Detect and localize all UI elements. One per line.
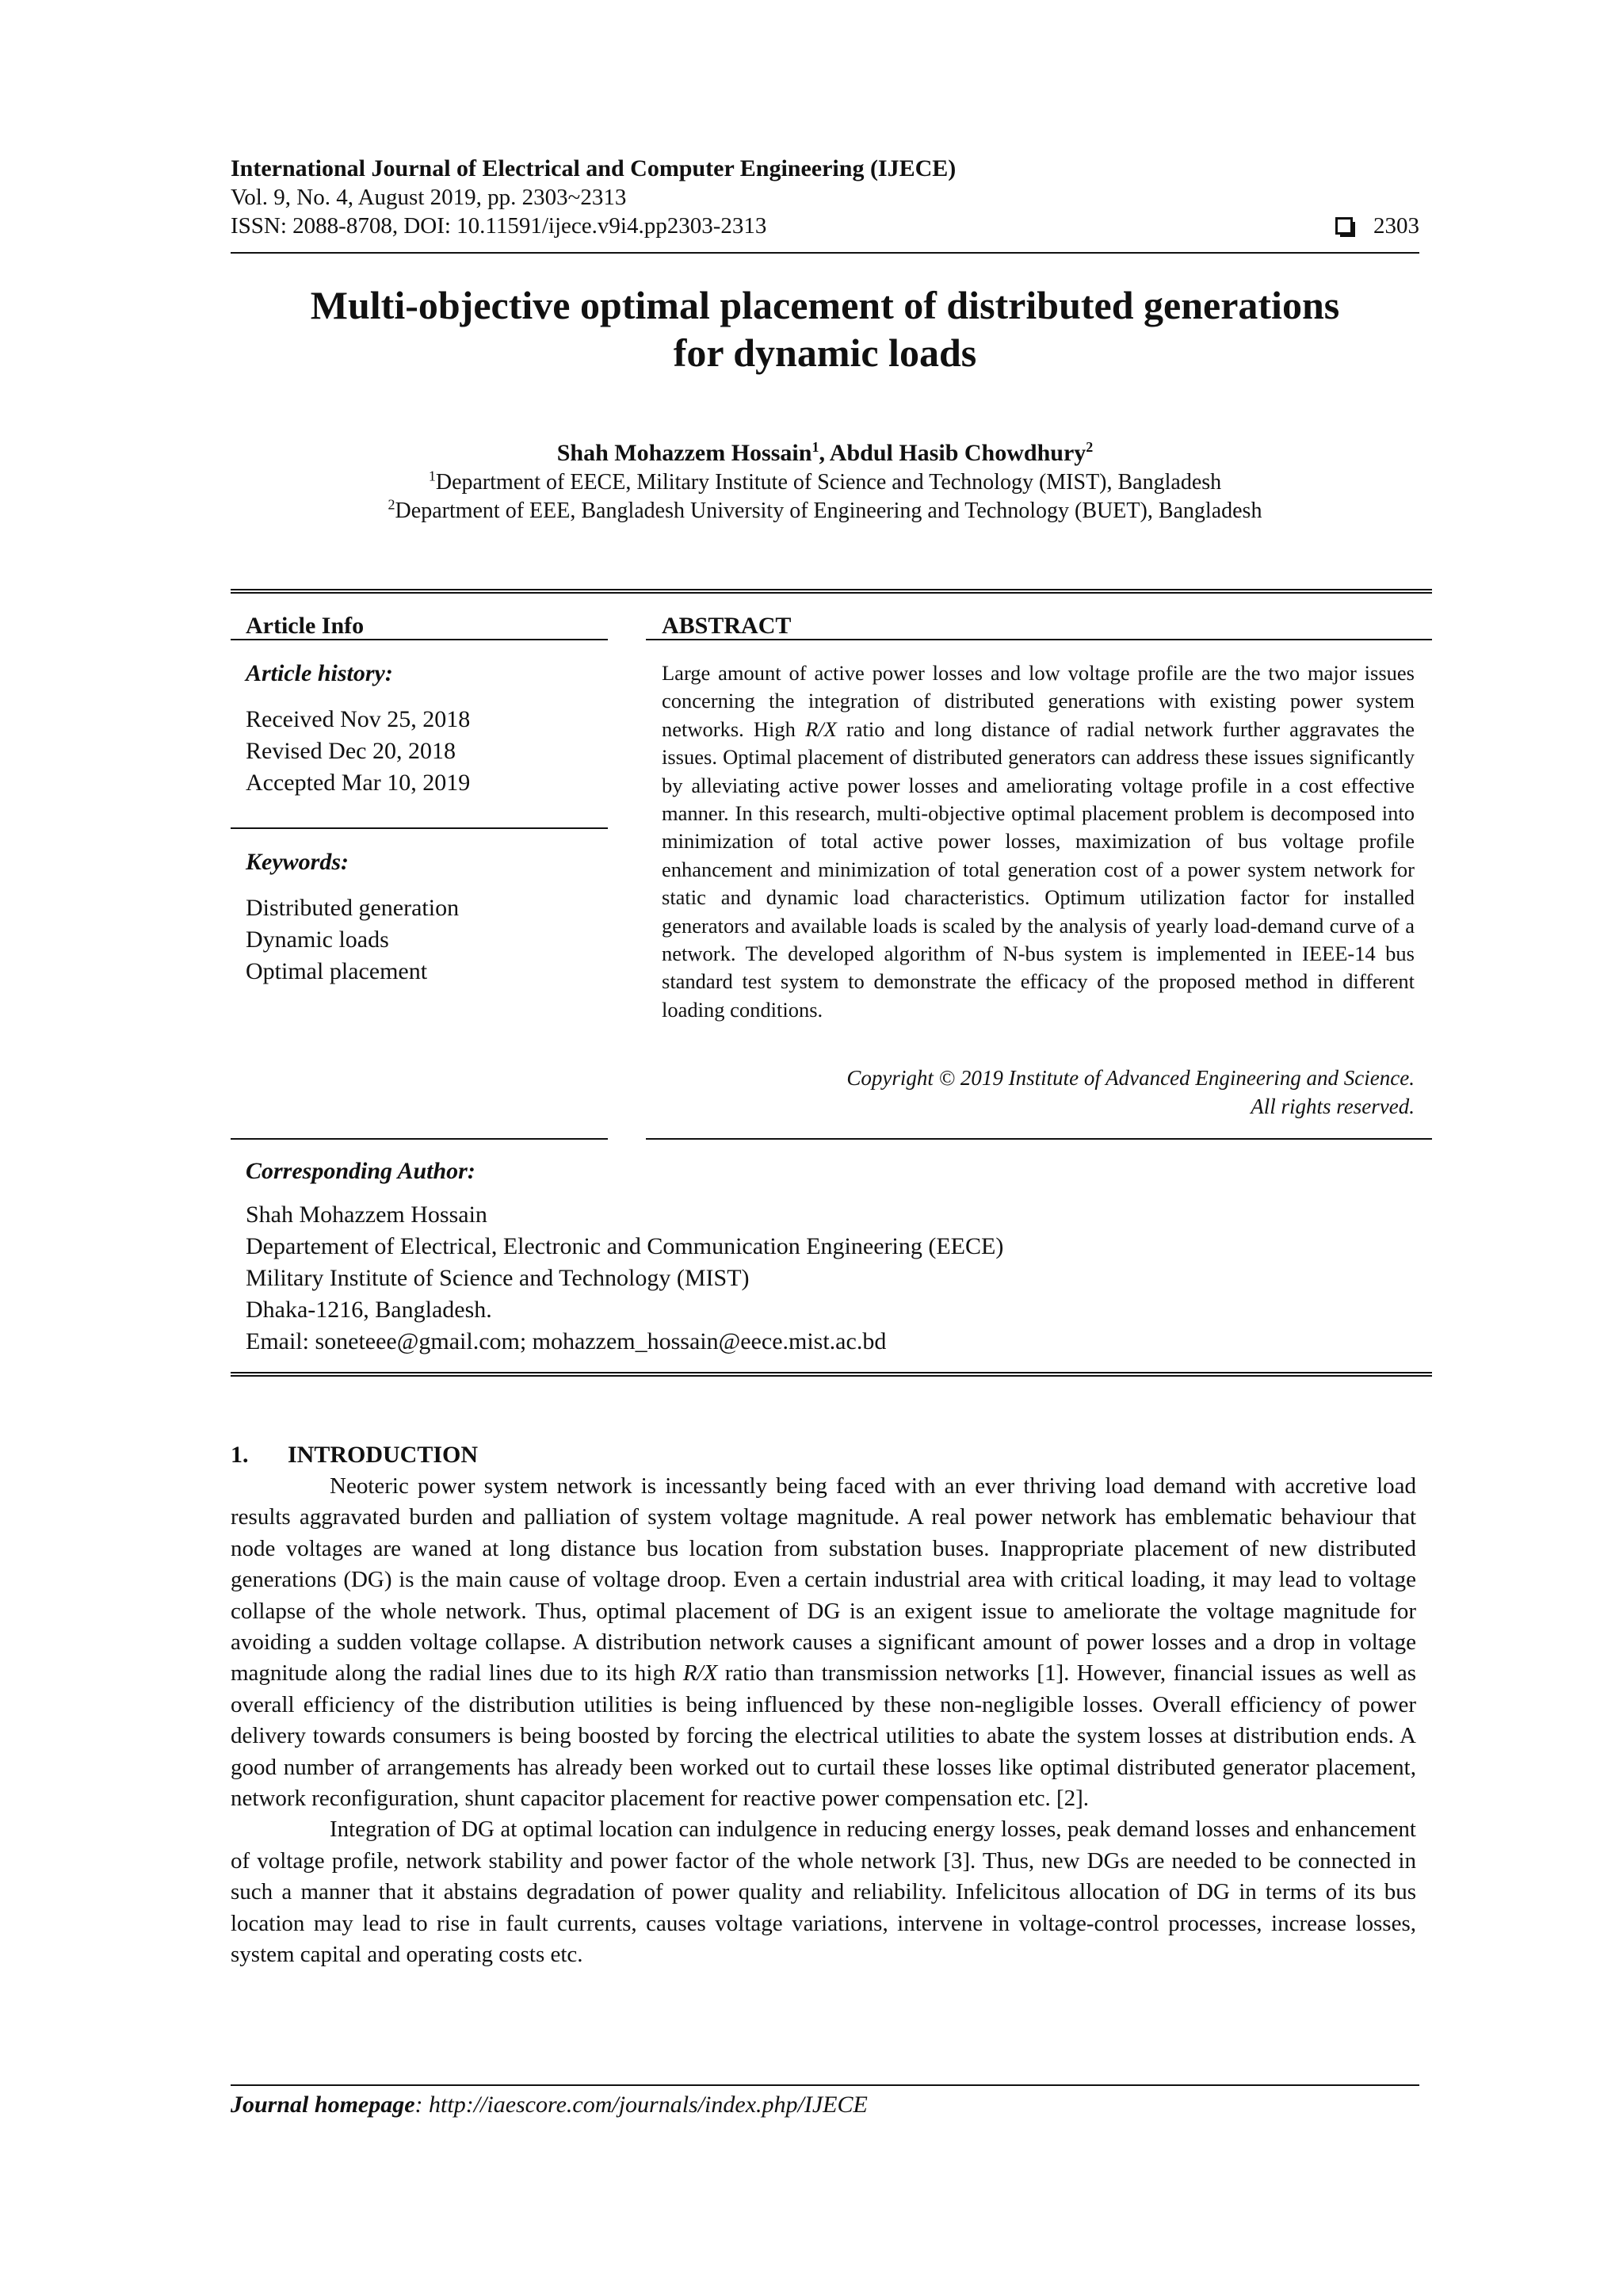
affiliation-1-mark: 1 — [428, 468, 436, 484]
abstract-rx-ratio: R/X — [805, 716, 837, 741]
header-divider — [231, 252, 1419, 254]
homepage-label: Journal homepage — [231, 2092, 415, 2118]
accepted-date: Accepted Mar 10, 2019 — [246, 770, 471, 796]
author-2: Abdul Hasib Chowdhury — [829, 440, 1086, 466]
corresponding-dept: Departement of Electrical, Electronic and Communication Engineering (EECE) — [246, 1233, 1004, 1259]
abstract-text-part: Large amount of active power losses and low voltage profile are the two major issues concerning the integration of distributed generations with existing power system networks. High — [662, 661, 1415, 741]
abstract-heading: ABSTRACT — [662, 613, 792, 639]
homepage-colon: : — [414, 2092, 423, 2118]
corresponding-name: Shah Mohazzem Hossain — [246, 1201, 487, 1228]
keyword-item: Distributed generation — [246, 895, 460, 921]
page-number-group — [1335, 212, 1419, 240]
volume-info: Vol. 9, No. 4, August 2019, pp. 2303~2313 — [231, 185, 627, 210]
corresponding-label: Corresponding Author: — [246, 1158, 475, 1184]
paragraph-text: Neoteric power system network is incessantly being faced with an ever thriving load demand with accretive load results aggravated burden and palliation of system voltage magnitude. A real power network has emblematic behaviour that node voltages are waned at long distance bus location from substation buses. Inappropriate placement of new distributed generations (DG) is the main cause of voltage droop. Even a certain industrial area with critical loading, it may lead to voltage collapse of the whole network. Thus, optimal placement of DG is an exigent issue to ameliorate the voltage magnitude for avoiding a sudden voltage collapse. A distribution network causes a significant amount of power losses and a drop in voltage magnitude along the radial lines due to its high — [231, 1473, 1416, 1687]
abstract-text-part: ratio and long distance of radial network further aggravates the issues. Optimal placement of distributed generators can address these issues significantly by alleviating active power losses and ameliorating voltage profile in a cost effective manner. In this research, multi-objective optimal placement problem is decomposed into minimization of total active power losses, maximization of bus voltage profile enhancement and minimization of total generation cost of a power system network for static and dynamic load characteristics. Optimum utilization factor for installed generators and available loads is scaled by the analysis of yearly load-demand curve of a network. The developed algorithm of N-bus system is implemented in IEEE-14 bus standard test system to demonstrate the efficacy of the proposed method in different loading conditions. — [662, 716, 1415, 1022]
keyword-list — [246, 892, 459, 988]
article-info-heading: Article Info — [246, 613, 365, 639]
title-line-1: Multi-objective optimal placement of distributed generations — [310, 283, 1340, 327]
issn-row — [231, 212, 1419, 240]
keyword-item: Optimal placement — [246, 958, 428, 984]
received-date: Received Nov 25, 2018 — [246, 706, 471, 732]
paragraph-text: ratio than transmission networks [1]. However, financial issues as well as overall efficiency of the distribution utilities is being influenced by these non-negligible losses. Overall efficiency of power delivery towards consumers is being boosted by forcing the electrical utilities to abate the system losses at distribution ends. A good number of arrangements has already been worked out to curtail these losses like optimal distributed generator placement, network reconfiguration, shunt capacitor placement for reactive power compensation etc. [2]. — [231, 1660, 1416, 1812]
paragraph: Integration of DG at optimal location can indulgence in reducing energy losses, peak demand losses and enhancement of voltage profile, network stability and power factor of the whole network [3]. Thus, new DGs are needed to be connected in such a manner that it abstains degradation of power quality and reliability. Infelicitous allocation of DG in terms of its bus location may lead to rise in fault currents, causes voltage variations, intervene in voltage-control processes, increase losses, system capital and operating costs etc. — [231, 1817, 1416, 1968]
copyright-line-2: All rights reserved. — [1251, 1095, 1415, 1118]
issn-doi: ISSN: 2088-8708, DOI: 10.11591/ijece.v9i4.pp2303-2313 — [231, 213, 767, 239]
article-info-bottom-rule — [231, 1138, 608, 1140]
corresponding-city: Dhaka-1216, Bangladesh. — [246, 1297, 492, 1323]
info-block-top-rule — [231, 589, 1432, 594]
corresponding-email: Email: soneteee@gmail.com; mohazzem_hossain@eece.mist.ac.bd — [246, 1328, 887, 1354]
affiliation-1 — [231, 469, 1419, 496]
title-line-2: for dynamic loads — [673, 330, 977, 375]
keyword-item: Dynamic loads — [246, 926, 389, 953]
author-1: Shah Mohazzem Hossain — [556, 440, 812, 466]
square-shadow-icon — [1335, 217, 1353, 235]
article-info-rule — [231, 639, 608, 640]
affiliation-1-text: Department of EECE, Military Institute of Science and Technology (MIST), Bangladesh — [435, 470, 1222, 495]
footer-divider — [231, 2084, 1419, 2086]
paragraph — [231, 1471, 1416, 1814]
page-number: 2303 — [1373, 213, 1419, 239]
paper-title — [231, 281, 1419, 376]
copyright-notice — [662, 1064, 1415, 1121]
article-history — [246, 704, 470, 799]
author-list — [231, 439, 1419, 468]
section-heading — [231, 1441, 478, 1469]
abstract-bottom-rule — [646, 1138, 1432, 1140]
introduction-body — [231, 1471, 1416, 1971]
revised-date: Revised Dec 20, 2018 — [246, 738, 456, 764]
corresponding-institute: Military Institute of Science and Technology (MIST) — [246, 1265, 750, 1291]
journal-name: International Journal of Electrical and Computer Engineering (IJECE) — [231, 155, 957, 181]
article-history-label: Article history: — [246, 660, 393, 686]
journal-homepage — [231, 2091, 868, 2119]
history-keywords-rule — [231, 827, 608, 829]
abstract-rule — [646, 639, 1432, 640]
keywords-label: Keywords: — [246, 849, 349, 875]
rx-ratio-term: R/X — [682, 1660, 718, 1687]
author-2-affil-mark: 2 — [1086, 439, 1094, 455]
abstract-text — [662, 659, 1415, 1024]
running-header — [231, 155, 1419, 240]
author-1-affil-mark: 1 — [812, 439, 819, 455]
author-separator: , — [819, 440, 830, 466]
affiliation-2-text: Department of EEE, Bangladesh University of Engineering and Technology (BUET), Bangladesh — [395, 499, 1262, 523]
affiliation-2 — [231, 498, 1419, 525]
section-number: 1. — [231, 1442, 249, 1468]
affiliation-2-mark: 2 — [388, 496, 395, 513]
homepage-url: http://iaescore.com/journals/index.php/IJECE — [422, 2092, 868, 2118]
section-title: INTRODUCTION — [288, 1442, 479, 1468]
info-block-bottom-rule — [231, 1372, 1432, 1377]
corresponding-details — [246, 1199, 1419, 1358]
copyright-line-1: Copyright © 2019 Institute of Advanced Engineering and Science. — [846, 1066, 1415, 1090]
